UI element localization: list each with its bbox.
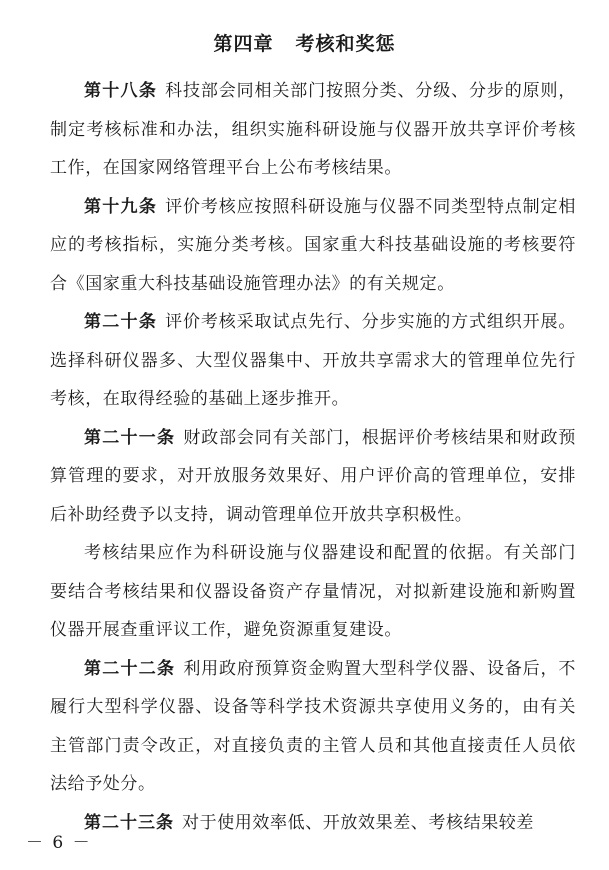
- article-paragraph: [50, 419, 576, 535]
- article-paragraph: [50, 303, 576, 419]
- article-label: 第十八条: [84, 81, 158, 101]
- article-text: 对于使用效率低、开放效果差、考核结果较差: [182, 812, 534, 833]
- article-paragraph: [50, 804, 576, 843]
- article-text: 利用政府预算资金购置大型科学仪器、设备后，不履行大型科学仪器、设备等科学技术资源共享使用义务的，由有关主管部门责令改正，对直接负责的主管人员和其他直接责任人员依法给予处分。: [50, 658, 577, 794]
- chapter-number: 第四章: [213, 33, 274, 55]
- article-paragraph: [50, 72, 576, 188]
- body-paragraph: [50, 534, 576, 650]
- paragraph-text: 考核结果应作为科研设施与仪器建设和配置的依据。有关部门要结合考核结果和仪器设备资产存量情况，对拟新建设施和新购置仪器开展查重评议工作，避免资源重复建设。: [50, 543, 576, 640]
- article-label: 第二十二条: [84, 658, 176, 679]
- article-label: 第十九条: [84, 196, 158, 217]
- article-text: 财政部会同有关部门，根据评价考核结果和财政预算管理的要求，对开放服务效果好、用户评价高的管理单位，安排后补助经费予以支持，调动管理单位开放共享积极性。: [50, 427, 577, 525]
- document-body: [50, 72, 576, 842]
- article-text: 评价考核采取试点先行、分步实施的方式组织开展。选择科研仪器多、大型仪器集中、开放共享需求大的管理单位先行考核，在取得经验的基础上逐步推开。: [50, 312, 576, 409]
- article-paragraph: [50, 650, 576, 804]
- article-paragraph: [50, 188, 576, 304]
- article-text: 科技部会同相关部门按照分类、分级、分步的原则，制定考核标准和办法，组织实施科研设施与仪器开放共享评价考核工作，在国家网络管理平台上公布考核结果。: [50, 81, 576, 178]
- article-label: 第二十一条: [84, 427, 176, 448]
- chapter-heading: [0, 32, 609, 56]
- article-text: 评价考核应按照科研设施与仪器不同类型特点制定相应的考核指标，实施分类考核。国家重大科技基础设施的考核要符合《国家重大科技基础设施管理办法》的有关规定。: [50, 196, 576, 294]
- page-number: － 6 －: [26, 833, 92, 853]
- chapter-title: 考核和奖惩: [295, 33, 396, 55]
- article-label: 第二十条: [84, 312, 158, 332]
- article-label: 第二十三条: [84, 812, 174, 833]
